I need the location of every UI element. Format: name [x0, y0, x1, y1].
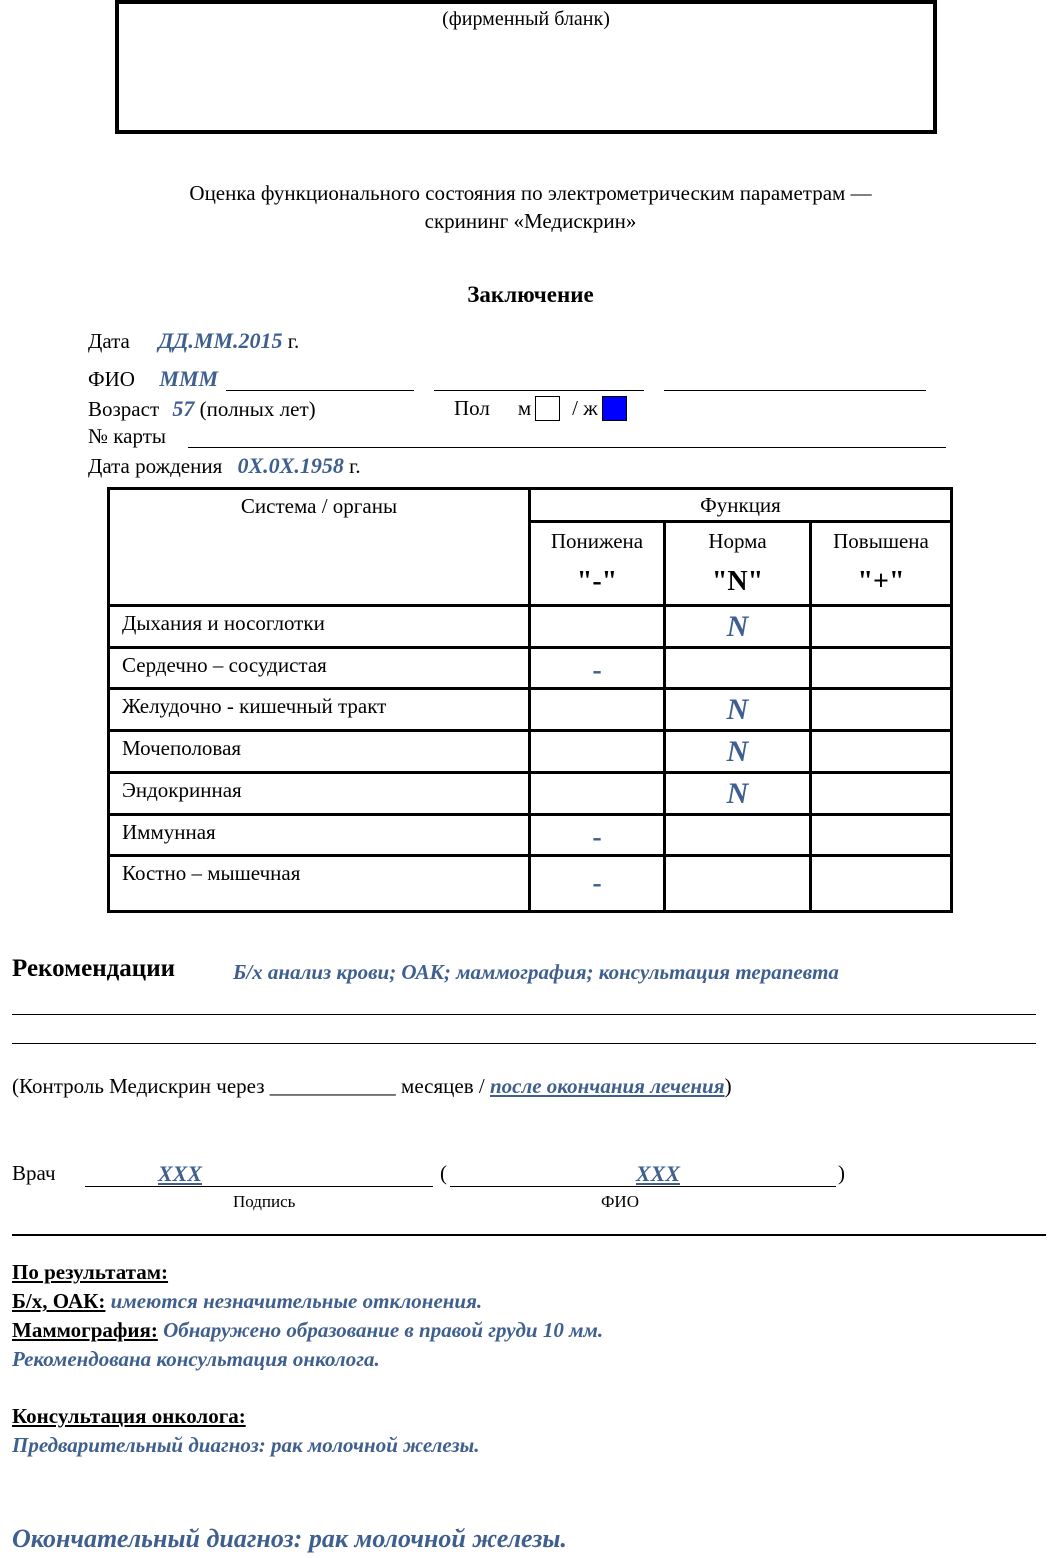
norm-mark: "N" [711, 566, 764, 597]
header-low: Понижена "-" [530, 522, 665, 606]
row-high[interactable] [811, 731, 952, 773]
row-high[interactable] [811, 815, 952, 856]
age-label: Возраст [88, 397, 160, 421]
birth-suffix: г. [349, 454, 361, 478]
birth-label: Дата рождения [88, 454, 223, 478]
sex-label: Пол [454, 396, 490, 420]
sex-f-label: / ж [572, 396, 598, 420]
bx-text: имеются незначительные отклонения. [110, 1289, 483, 1313]
control-suffix: ) [724, 1074, 732, 1098]
sex-field [454, 396, 627, 421]
onco-heading: Консультация онколога: [12, 1404, 246, 1428]
row-low[interactable]: - [530, 856, 665, 912]
row-system: Эндокринная [109, 773, 530, 815]
row-low[interactable]: - [530, 648, 665, 689]
recommendations-line-2[interactable] [12, 1043, 1036, 1044]
age-field [88, 396, 316, 422]
onco-text: Предварительный диагноз: рак молочной железы. [12, 1433, 480, 1457]
mammo-text: Обнаружено образование в правой груди 10 мм. [163, 1318, 604, 1342]
recommendations-line-1[interactable] [12, 1014, 1036, 1015]
row-norm[interactable] [665, 856, 811, 912]
row-system: Иммунная [109, 815, 530, 856]
row-high[interactable] [811, 648, 952, 689]
signature-value[interactable]: XXX [158, 1161, 203, 1186]
doctor-line [12, 1161, 56, 1186]
card-label: № карты [88, 424, 167, 448]
date-field [88, 328, 299, 354]
row-norm[interactable]: N [665, 606, 811, 648]
final-diagnosis: Окончательный диагноз: рак молочной железы. [12, 1524, 567, 1553]
row-high[interactable] [811, 606, 952, 648]
card-line[interactable] [188, 447, 946, 448]
recommendations-label: Рекомендации [12, 955, 176, 982]
fio-field [88, 366, 218, 392]
fio-close-paren: ) [838, 1161, 845, 1185]
birth-field [88, 453, 361, 479]
fio-open-paren: ( [440, 1161, 447, 1185]
row-low[interactable] [530, 606, 665, 648]
header-norm: Норма "N" [665, 522, 811, 606]
results-bx-line [12, 1289, 482, 1314]
subtitle-line-1: Оценка функционального состояния по электрометрическим параметрам — [189, 181, 872, 205]
date-value[interactable]: ДД.ММ.2015 [158, 328, 283, 353]
row-norm[interactable]: N [665, 731, 811, 773]
table-row [109, 815, 952, 856]
fio-line-2 [434, 390, 644, 391]
row-low[interactable] [530, 689, 665, 731]
table-row [109, 606, 952, 648]
header-high: Повышена "+" [811, 522, 952, 606]
letterhead-box [115, 0, 937, 134]
sex-male-checkbox[interactable] [535, 396, 560, 421]
row-norm[interactable] [665, 648, 811, 689]
date-suffix: г. [287, 329, 300, 353]
fio-caption: ФИО [601, 1192, 639, 1211]
table-row [109, 773, 952, 815]
fio-line-3 [664, 390, 926, 391]
header-function: Функция [530, 489, 952, 522]
function-table [107, 487, 950, 912]
bx-label: Б/х, ОАК: [12, 1289, 106, 1313]
section-divider [12, 1234, 1046, 1236]
control-line [12, 1074, 732, 1099]
fio-label: ФИО [88, 367, 135, 391]
row-system: Сердечно – сосудистая [109, 648, 530, 689]
row-high[interactable] [811, 689, 952, 731]
results-mammo-line [12, 1318, 603, 1343]
table-row [109, 856, 952, 912]
row-norm[interactable]: N [665, 689, 811, 731]
letterhead-label: (фирменный бланк) [442, 8, 610, 30]
age-suffix: (полных лет) [199, 397, 316, 421]
signature-line[interactable] [85, 1186, 433, 1187]
sex-m-label: м [517, 396, 532, 420]
row-high[interactable] [811, 773, 952, 815]
row-low[interactable] [530, 731, 665, 773]
row-norm[interactable] [665, 815, 811, 856]
conclusion-title: Заключение [467, 282, 594, 307]
mammo-label: Маммография: [12, 1318, 158, 1342]
row-system: Дыхания и носоглотки [109, 606, 530, 648]
signature-caption: Подпись [233, 1192, 296, 1211]
row-norm[interactable]: N [665, 773, 811, 815]
row-low[interactable] [530, 773, 665, 815]
control-middle: месяцев / [401, 1074, 485, 1098]
table-row [109, 731, 952, 773]
fio-line-1 [226, 390, 414, 391]
low-mark: "-" [576, 566, 618, 597]
document-subtitle [0, 179, 1061, 235]
results-heading: По результатам: [12, 1260, 169, 1284]
control-months-blank[interactable]: ____________ [269, 1074, 396, 1098]
age-value[interactable]: 57 [172, 396, 195, 421]
date-label: Дата [88, 329, 130, 353]
recommendations-text[interactable]: Б/х анализ крови; ОАК; маммография; консультация терапевта [233, 960, 839, 984]
high-mark: "+" [857, 566, 905, 597]
control-prefix: (Контроль Медискрин через [12, 1074, 265, 1098]
row-low[interactable]: - [530, 815, 665, 856]
sex-female-checkbox[interactable] [602, 396, 627, 421]
doctor-fio-value[interactable]: XXX [636, 1161, 681, 1186]
birth-value[interactable]: 0X.0X.1958 [237, 453, 344, 478]
table-row [109, 689, 952, 731]
row-system: Костно – мышечная [109, 856, 530, 912]
row-system: Желудочно - кишечный тракт [109, 689, 530, 731]
subtitle-line-2: скрининг «Медискрин» [424, 209, 637, 233]
row-high[interactable] [811, 856, 952, 912]
table-row [109, 648, 952, 689]
header-system: Система / органы [109, 489, 530, 606]
doctor-label: Врач [12, 1161, 56, 1185]
mammo-text-2: Рекомендована консультация онколога. [12, 1347, 380, 1371]
row-system: Мочеполовая [109, 731, 530, 773]
control-choice[interactable]: после окончания лечения [489, 1074, 725, 1098]
fio-value[interactable]: МММ [159, 366, 219, 391]
